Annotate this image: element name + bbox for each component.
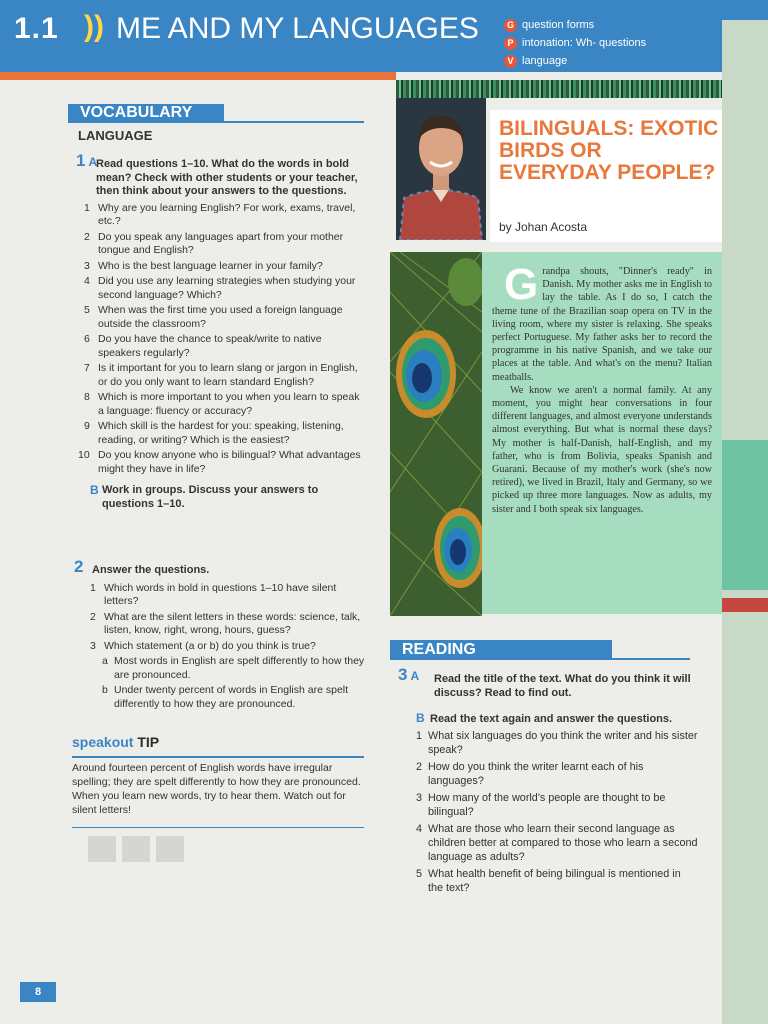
- show-through-icons: [88, 836, 184, 862]
- list-item: 2 Do you speak any languages apart from your mother tongue and English?: [84, 230, 344, 256]
- exercise-1a-letter: A: [88, 155, 98, 169]
- unit-separator: )): [84, 10, 104, 43]
- legend-pronunciation-text: intonation: Wh- questions: [522, 37, 647, 49]
- pronunciation-badge-icon: P: [504, 37, 517, 50]
- exercise-2-instruction: Answer the questions.: [92, 564, 210, 576]
- speakout-tip-heading: [72, 734, 159, 750]
- legend-pronunciation: [504, 34, 646, 52]
- tip-text: Around fourteen percent of English words have irregular spelling; they are spelt differently to how they are pronounced. When you learn new words, try to hear them. Watch out for silent letters!: [72, 762, 361, 816]
- exercise-2: [72, 557, 366, 711]
- article-body: [492, 260, 712, 516]
- legend-vocabulary: [504, 52, 646, 70]
- facing-page-edge: [722, 0, 768, 1024]
- list-item: 3 How many of the world's people are thought to be bilingual?: [416, 792, 666, 818]
- vocabulary-badge-icon: V: [504, 55, 517, 68]
- exercise-1b-letter: B: [90, 483, 99, 497]
- exercise-3b: [398, 712, 698, 726]
- article-dropcap: G: [504, 260, 539, 309]
- reading-rule: [390, 658, 690, 660]
- vocabulary-rule: [68, 121, 364, 123]
- legend-grammar-text: question forms: [522, 19, 595, 31]
- list-item: 4 Did you use any learning strategies when studying your second language? Which?: [84, 275, 356, 301]
- unit-title: ME AND MY LANGUAGES: [116, 12, 479, 45]
- exercise-1b-instruction: Work in groups. Discuss your answers to questions 1–10.: [102, 484, 319, 510]
- language-subheading: LANGUAGE: [78, 128, 153, 143]
- decorative-strip: [396, 80, 722, 98]
- list-item: 10 Do you know anyone who is bilingual? What advantages might they have in life?: [78, 449, 361, 475]
- list-item: 9 Which skill is the hardest for you: speaking, listening, reading, or writing? Which is the easiest?: [84, 420, 344, 446]
- list-item: 2 How do you think the writer learnt each of his languages?: [416, 761, 644, 787]
- tip-label: TIP: [137, 734, 160, 750]
- article-byline: by Johan Acosta: [499, 220, 588, 234]
- faint-square-icon: [156, 836, 184, 862]
- grammar-badge-icon: G: [504, 19, 517, 32]
- exercise-3a-letter: A: [410, 669, 420, 683]
- exercise-2-number: 2: [74, 557, 84, 576]
- list-item: 8 Which is more important to you when you learn to speak a language: fluency or accuracy?: [84, 391, 360, 417]
- list-item: 1 Which words in bold in questions 1–10 have silent letters?: [90, 581, 337, 607]
- list-item: 2 What are the silent letters in these words: science, talk, listen, know, right, wrong, hours, guess?: [90, 610, 361, 636]
- legend-grammar: [504, 16, 646, 34]
- exercise-1a: [72, 151, 366, 511]
- faint-square-icon: [88, 836, 116, 862]
- list-item: 4 What are those who learn their second language as children better at compared to those who learn a second language as adults?: [416, 823, 698, 863]
- vocabulary-heading: VOCABULARY: [68, 104, 224, 122]
- author-photo-image: [396, 98, 486, 240]
- peacock-feathers-illustration: [390, 252, 482, 616]
- legend-vocabulary-text: language: [522, 55, 568, 67]
- peacock-feathers-image: [390, 252, 482, 616]
- author-photo: [396, 98, 486, 240]
- reading-heading: READING: [390, 640, 612, 660]
- exercise-1-number: 1: [76, 151, 86, 170]
- list-item: 7 Is it important for you to learn slang or jargon in English, or do you only want to learn standard English?: [84, 362, 358, 388]
- exercise-3-number: 3: [398, 665, 408, 684]
- unit-legend: [504, 16, 646, 70]
- exercise-3: [398, 665, 698, 895]
- speakout-logo: speakout: [72, 734, 134, 750]
- list-item: 5 What health benefit of being bilingual is mentioned in the text?: [416, 868, 681, 894]
- list-item: 1 Why are you learning English? For work, exams, travel, etc.?: [84, 201, 356, 227]
- exercise-3b-instruction: Read the text again and answer the questions.: [430, 713, 673, 725]
- facing-page-header-band: [722, 0, 768, 20]
- faint-square-icon: [122, 836, 150, 862]
- exercise-1a-instruction: Read questions 1–10. What do the words in bold mean? Check with other students or your teacher, then think about your answers to the questions.: [96, 158, 358, 197]
- tip-rule: [72, 756, 364, 758]
- article-title: BILINGUALS: EXOTIC BIRDS OR EVERYDAY PEOPLE?: [499, 117, 719, 184]
- unit-header: [0, 0, 722, 72]
- list-item: 3 Who is the best language learner in your family?: [84, 259, 323, 272]
- exercise-3b-letter: B: [416, 711, 425, 725]
- list-item: a Most words in English are spelt differently to how they are pronounced.: [102, 655, 365, 681]
- facing-page-green-band: [722, 440, 768, 590]
- list-item: b Under twenty percent of words in English are spelt differently to how they are pronounced.: [102, 684, 349, 710]
- list-item: 3 Which statement (a or b) do you think is true?: [90, 639, 316, 652]
- exercise-1b: [72, 484, 366, 511]
- header-accent-strip: [0, 72, 396, 80]
- article-paragraph-1: randpa shouts, "Dinner's ready" in Danish. My mother asks me in English to lay the table. As I do so, I catch the theme tune of the Brazilian soap opera on TV in the living room, where my sister is relaxing. She speaks perfect Portuguese. My father asks her to record the programme in his native Spanish, and we take our places at the table. And what's on the menu? Italian meatballs.: [492, 266, 712, 383]
- list-item: 1 What six languages do you think the writer and his sister speak?: [416, 730, 698, 756]
- exercise-3a-instruction: Read the title of the text. What do you think it will discuss? Read to find out.: [434, 673, 691, 699]
- unit-number: 1.1: [14, 12, 59, 45]
- page-number: 8: [20, 982, 56, 1002]
- list-item: 5 When was the first time you used a foreign language outside the classroom?: [84, 304, 343, 330]
- tip-rule-bottom: [72, 827, 364, 828]
- facing-page-red-band: [722, 598, 768, 612]
- list-item: 6 Do you have the chance to speak/write to native speakers regularly?: [84, 333, 322, 359]
- article-paragraph-2: We know we aren't a normal family. At any moment, you might hear conversations in four different languages, and almost everyone understands almost everything. But what is normal these days? My mother is half-Danish, half-English, and my father, who is from Bolivia, speaks Spanish and Guarani. Because of my mother's work (she's now retired), we lived in Brazil, Italy and Germany, so we picked up three more languages. Now as adults, my sister and I both speak six languages.: [492, 384, 712, 515]
